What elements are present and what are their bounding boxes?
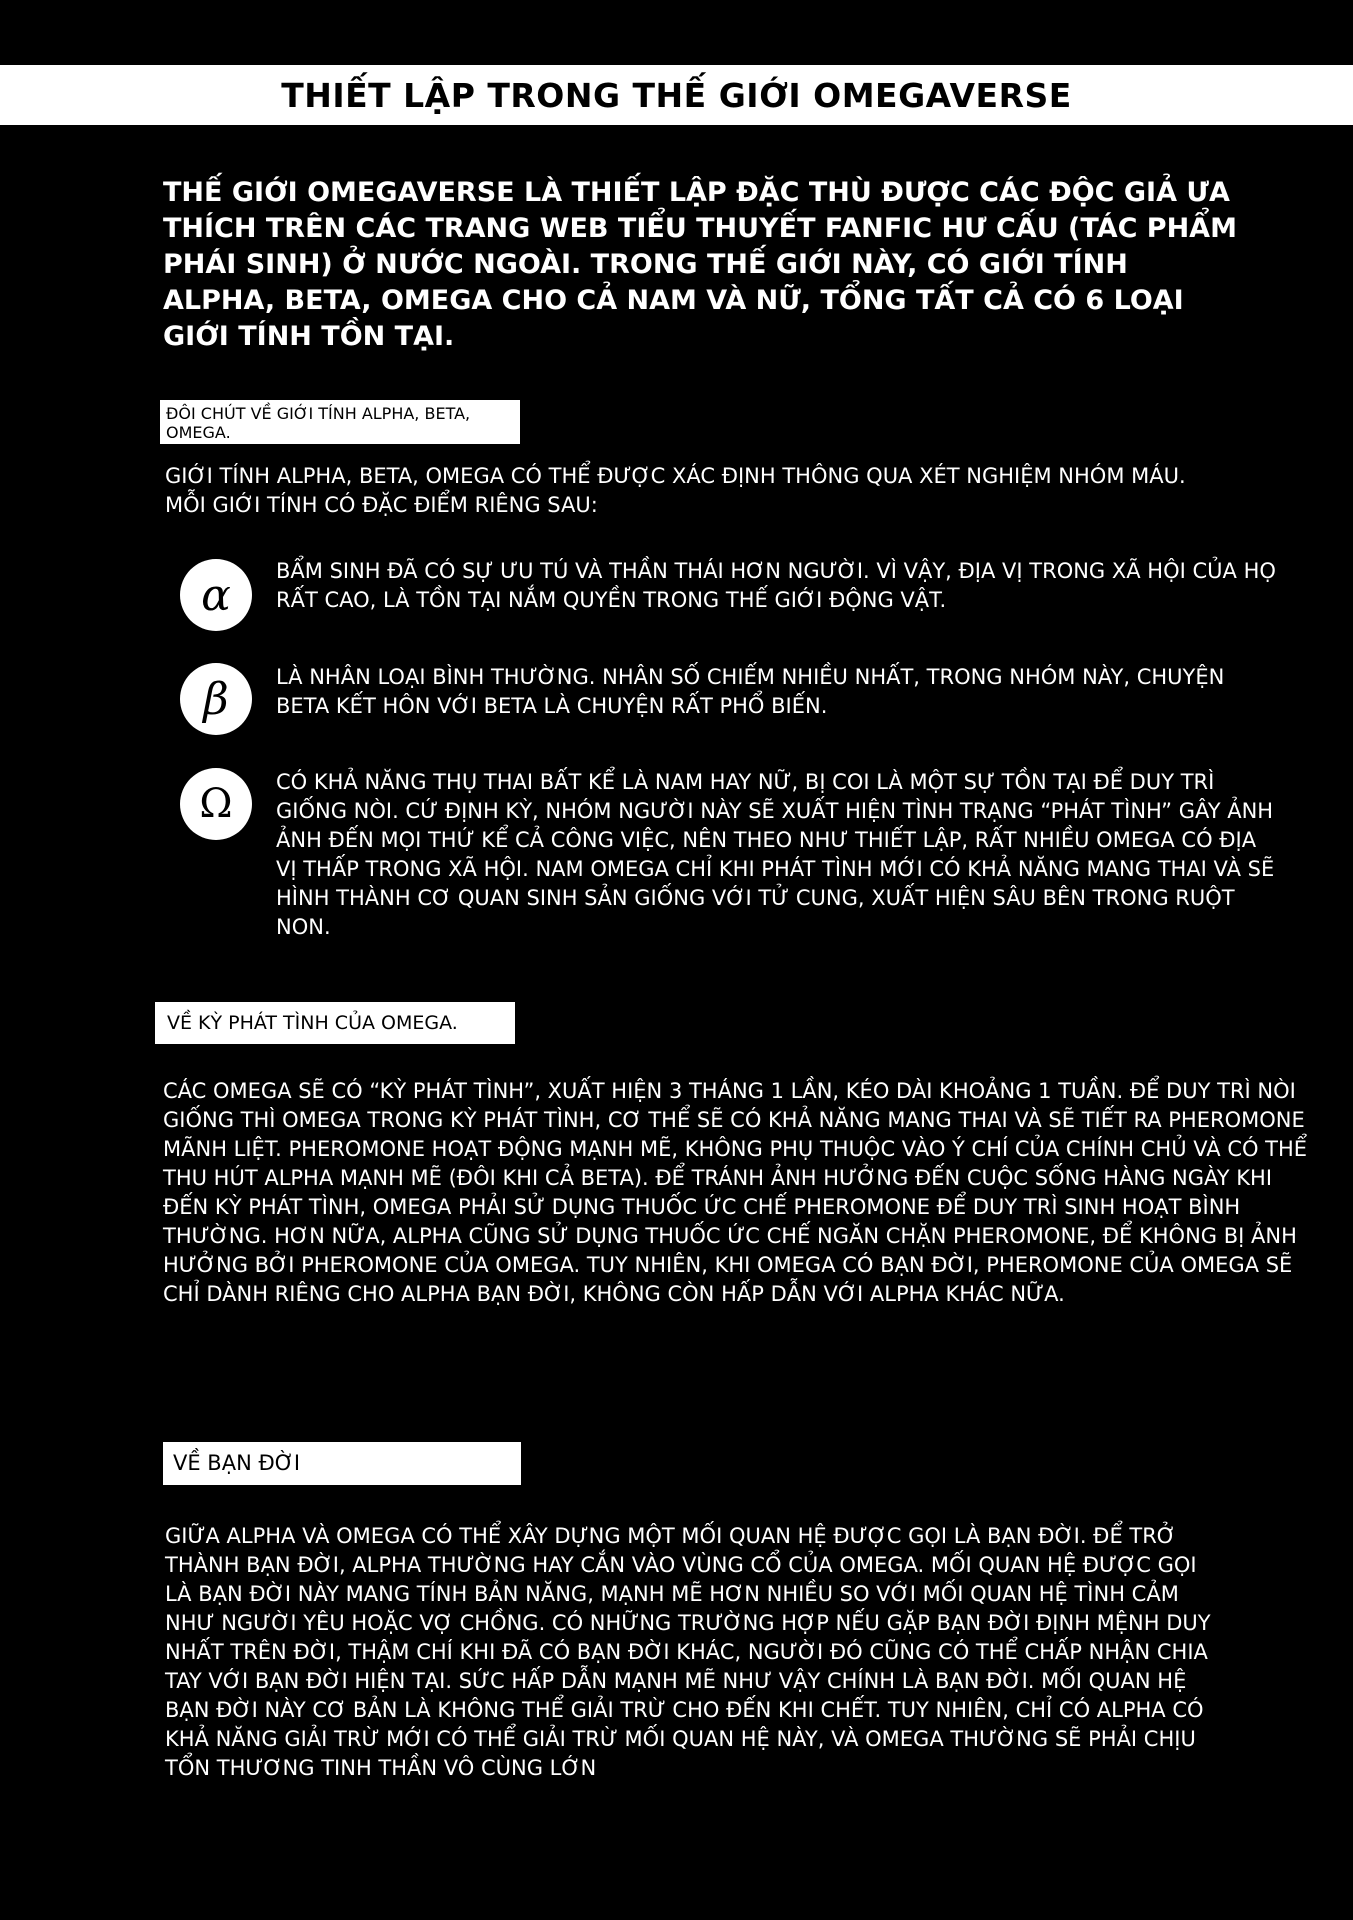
omega-description: CÓ KHẢ NĂNG THỤ THAI BẤT KỂ LÀ NAM HAY NỮ, BỊ COI LÀ MỘT SỰ TỒN TẠI ĐỂ DUY TRÌ GIỐNG NÒI. CỨ ĐỊNH KỲ, NHÓM NGƯỜI NÀY SẼ XUẤT HIỆN TÌNH TRẠNG “PHÁT TÌNH” GÂY ẢNH ẢNH ĐẾN MỌI THỨ KỂ CẢ CÔNG VIỆC, NÊN THEO NHƯ THIẾT LẬP, RẤT NHIỀU OMEGA CÓ ĐỊA VỊ THẤP TRONG XÃ HỘI. NAM OMEGA CHỈ KHI PHÁT TÌNH MỚI CÓ KHẢ NĂNG MANG THAI VÀ SẼ HÌNH THÀNH CƠ QUAN SINH SẢN GIỐNG VỚI TỬ CUNG, XUẤT HIỆN SÂU BÊN TRONG RUỘT NON. — [276, 770, 1275, 939]
heat-text: CÁC OMEGA SẼ CÓ “KỲ PHÁT TÌNH”, XUẤT HIỆN 3 THÁNG 1 LẦN, KÉO DÀI KHOẢNG 1 TUẦN. ĐỂ DUY TRÌ NÒI GIỐNG THÌ OMEGA TRONG KỲ PHÁT TÌNH, CƠ THỂ SẼ CÓ KHẢ NĂNG MANG THAI VÀ SẼ TIẾT RA PHEROMONE MÃNH LIỆT. PHEROMONE HOẠT ĐỘNG MẠNH MẼ, KHÔNG PHỤ THUỘC VÀO Ý CHÍ CỦA CHÍNH CHỦ VÀ CÓ THỂ THU HÚT ALPHA MẠNH MẼ (ĐÔI KHI CẢ BETA). ĐỂ TRÁNH ẢNH HƯỞNG ĐẾN CUỘC SỐNG HÀNG NGÀY KHI ĐẾN KỲ PHÁT TÌNH, OMEGA PHẢI SỬ DỤNG THUỐC ỨC CHẾ PHEROMONE ĐỂ DUY TRÌ SINH HOẠT BÌNH THƯỜNG. HƠN NỮA, ALPHA CŨNG SỬ DỤNG THUỐC ỨC CHẾ NGĂN CHẶN PHEROMONE, ĐỂ KHÔNG BỊ ẢNH HƯỞNG BỞI PHEROMONE CỦA OMEGA. TUY NHIÊN, KHI OMEGA CÓ BẠN ĐỜI, PHEROMONE CỦA OMEGA SẼ CHỈ DÀNH RIÊNG CHO ALPHA BẠN ĐỜI, KHÔNG CÒN HẤP DẪN VỚI ALPHA KHÁC NỮA. — [163, 1079, 1308, 1306]
gender-item-alpha — [180, 557, 1280, 631]
intro-paragraph: THẾ GIỚI OMEGAVERSE LÀ THIẾT LẬP ĐẶC THÙ ĐƯỢC CÁC ĐỘC GIẢ ƯA THÍCH TRÊN CÁC TRANG WEB TIỂU THUYẾT FANFIC HƯ CẤU (TÁC PHẨM PHÁI SINH) Ở NƯỚC NGOÀI. TRONG THẾ GIỚI NÀY, CÓ GIỚI TÍNH ALPHA, BETA, OMEGA CHO CẢ NAM VÀ NỮ, TỔNG TẤT CẢ CÓ 6 LOẠI GIỚI TÍNH TỒN TẠI. — [163, 177, 1237, 352]
page-title — [0, 65, 1353, 125]
gender-item-beta — [180, 663, 1280, 735]
alpha-icon: α — [180, 559, 252, 631]
genders-intro-text: GIỚI TÍNH ALPHA, BETA, OMEGA CÓ THỂ ĐƯỢC XÁC ĐỊNH THÔNG QUA XÉT NGHIỆM NHÓM MÁU. MỖI GIỚI TÍNH CÓ ĐẶC ĐIỂM RIÊNG SAU: — [165, 464, 1186, 517]
section-label-genders: ĐÔI CHÚT VỀ GIỚI TÍNH ALPHA, BETA, OMEGA. — [160, 400, 520, 444]
gender-item-omega — [180, 768, 1280, 942]
mates-text: GIỮA ALPHA VÀ OMEGA CÓ THỂ XÂY DỰNG MỘT MỐI QUAN HỆ ĐƯỢC GỌI LÀ BẠN ĐỜI. ĐỂ TRỞ THÀNH BẠN ĐỜI, ALPHA THƯỜNG HAY CẮN VÀO VÙNG CỔ CỦA OMEGA. MỐI QUAN HỆ ĐƯỢC GỌI LÀ BẠN ĐỜI NÀY MANG TÍNH BẢN NĂNG, MẠNH MẼ HƠN NHIỀU SO VỚI MỐI QUAN HỆ TÌNH CẢM NHƯ NGƯỜI YÊU HOẶC VỢ CHỒNG. CÓ NHỮNG TRƯỜNG HỢP NẾU GẶP BẠN ĐỜI ĐỊNH MỆNH DUY NHẤT TRÊN ĐỜI, THẬM CHÍ KHI ĐÃ CÓ BẠN ĐỜI KHÁC, NGƯỜI ĐÓ CŨNG CÓ THỂ CHẤP NHẬN CHIA TAY VỚI BẠN ĐỜI HIỆN TẠI. SỨC HẤP DẪN MẠNH MẼ NHƯ VẬY CHÍNH LÀ BẠN ĐỜI. MỐI QUAN HỆ BẠN ĐỜI NÀY CƠ BẢN LÀ KHÔNG THỂ GIẢI TRỪ CHO ĐẾN KHI CHẾT. TUY NHIÊN, CHỈ CÓ ALPHA CÓ KHẢ NĂNG GIẢI TRỪ MỚI CÓ THỂ GIẢI TRỪ MỐI QUAN HỆ NÀY, VÀ OMEGA THƯỜNG SẼ PHẢI CHỊU TỔN THƯƠNG TINH THẦN VÔ CÙNG LỚN — [165, 1524, 1211, 1780]
omega-icon: Ω — [180, 768, 252, 840]
page-title-text: THIẾT LẬP TRONG THẾ GIỚI OMEGAVERSE — [281, 75, 1072, 115]
section-label-mates: VỀ BẠN ĐỜI — [163, 1442, 521, 1485]
beta-icon: β — [180, 663, 252, 735]
alpha-description: BẨM SINH ĐÃ CÓ SỰ ƯU TÚ VÀ THẦN THÁI HƠN NGƯỜI. VÌ VẬY, ĐỊA VỊ TRONG XÃ HỘI CỦA HỌ RẤT CAO, LÀ TỒN TẠI NẮM QUYỀN TRONG THẾ GIỚI ĐỘNG VẬT. — [276, 559, 1276, 612]
beta-description: LÀ NHÂN LOẠI BÌNH THƯỜNG. NHÂN SỐ CHIẾM NHIỀU NHẤT, TRONG NHÓM NÀY, CHUYỆN BETA KẾT HÔN VỚI BETA LÀ CHUYỆN RẤT PHỔ BIẾN. — [276, 665, 1225, 718]
section-label-heat: VỀ KỲ PHÁT TÌNH CỦA OMEGA. — [155, 1002, 515, 1044]
